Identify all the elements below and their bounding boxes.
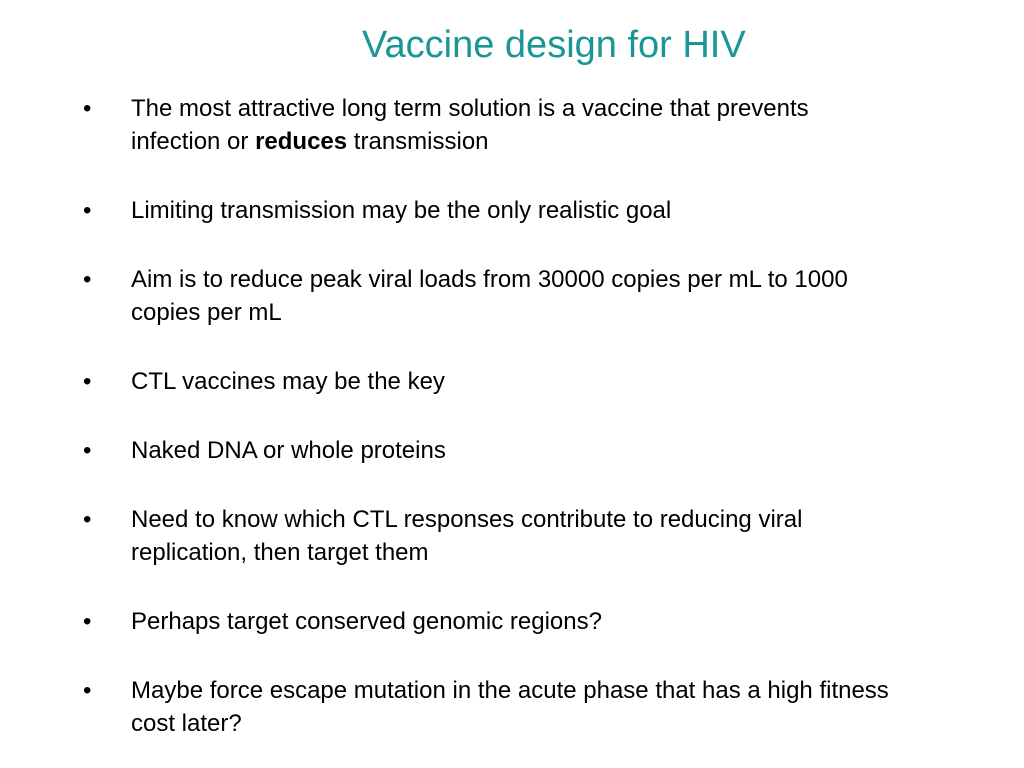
bullet-item [80,434,900,467]
bullet-text: The most attractive long term solution is a vaccine that prevents infection or [131,95,809,155]
bullet-item [80,605,900,638]
bullet-icon: • [83,368,92,395]
bullet-text: transmission [347,128,489,155]
bullet-text: Naked DNA or whole proteins [131,437,446,464]
bullet-item [80,263,900,329]
bullet-text: Limiting transmission may be the only realistic goal [131,197,672,224]
bullet-item [80,674,900,740]
bullet-text: Need to know which CTL responses contribute to reducing viral replication, then target them [131,506,803,566]
bullet-item [80,92,900,158]
bullet-text: CTL vaccines may be the key [131,368,445,395]
bullet-text: Perhaps target conserved genomic regions? [131,608,602,635]
bullet-icon: • [83,677,92,704]
bullet-icon: • [83,608,92,635]
bullet-icon: • [83,95,92,122]
bullet-text: Maybe force escape mutation in the acute phase that has a high fitness cost later? [131,677,889,737]
bullet-list [80,92,900,768]
bullet-icon: • [83,506,92,533]
bullet-icon: • [83,266,92,293]
bullet-text-emphasis: reduces [255,128,348,155]
bullet-item [80,503,900,569]
bullet-icon: • [83,437,92,464]
bullet-icon: • [83,197,92,224]
bullet-item [80,194,900,227]
slide-title: Vaccine design for HIV [362,24,746,66]
bullet-item [80,365,900,398]
bullet-text: Aim is to reduce peak viral loads from 30000 copies per mL to 1000 copies per mL [131,266,848,326]
